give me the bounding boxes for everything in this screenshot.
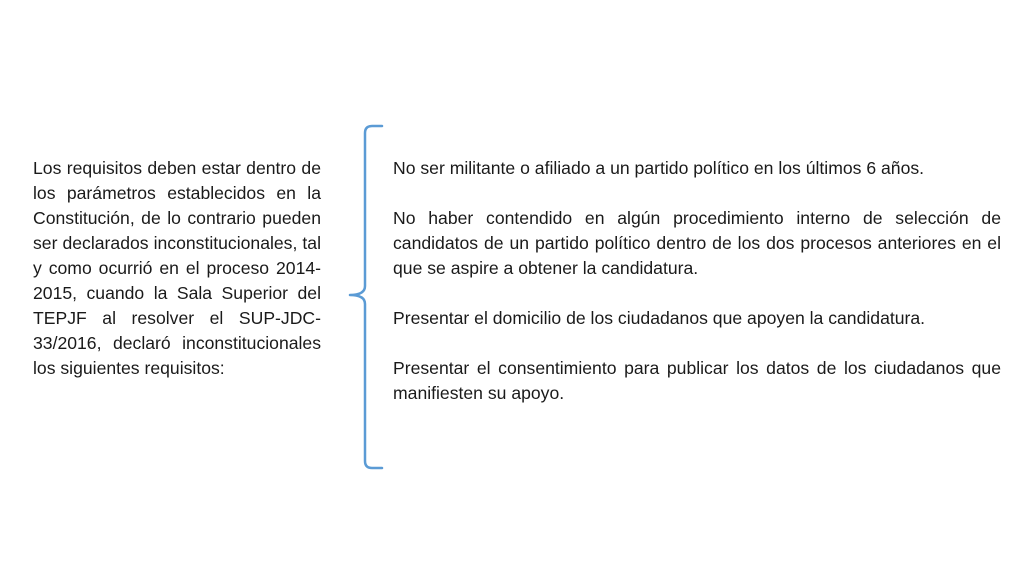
requirement-item: Presentar el domicilio de los ciudadanos que apoyen la candidatura. bbox=[393, 308, 926, 328]
requirement-item: Presentar el consentimiento para publicar los datos de los ciudadanos que manifiesten su apoyo. bbox=[393, 358, 1001, 403]
requirement-item: No haber contendido en algún procedimiento interno de selección de candidatos de un partido político dentro de los dos procesos anteriores en el que se aspire a obtener la candidatura. bbox=[393, 208, 1001, 278]
left-brace-icon bbox=[340, 122, 390, 472]
requirement-item: No ser militante o afiliado a un partido político en los últimos 6 años. bbox=[393, 158, 925, 178]
requirements-list bbox=[393, 156, 1001, 431]
intro-paragraph: Los requisitos deben estar dentro de los parámetros establecidos en la Constitución, de lo contrario pueden ser declarados inconstitucionales, tal y como ocurrió en el proceso 2014-2015, cuando la Sala Superior del TEPJF al resolver el SUP-JDC-33/2016, declaró inconstitucionales los siguientes requisitos: bbox=[33, 158, 321, 378]
